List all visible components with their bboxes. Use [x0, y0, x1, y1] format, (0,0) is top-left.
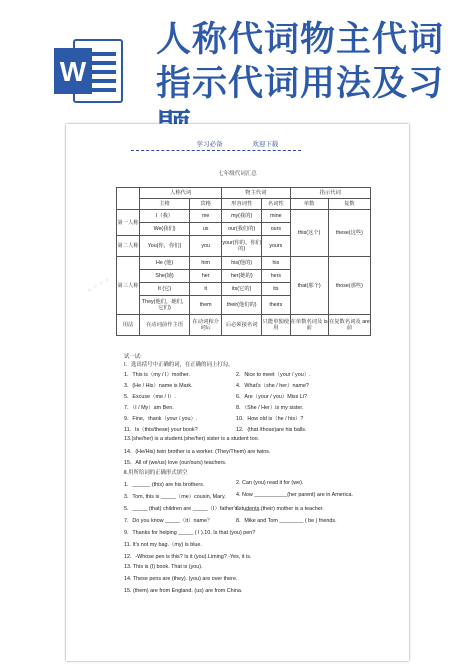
exercise-line: 2．Nice to meet（your / you）. [236, 372, 311, 378]
exercise-line: 13. This is (I) book. That is (you). [124, 564, 203, 570]
cell: They(他们，她们，它们) [140, 296, 190, 315]
exercise-line: 15. (them) are from England. (us) are from China. [124, 588, 243, 594]
row-label-usage: 用法 [117, 315, 140, 336]
cell: these(这些) [328, 210, 370, 257]
cell: 在动词和介词后 [190, 315, 222, 336]
subhead-plural: 复数 [328, 199, 370, 210]
exercise-line: 14．(He/His) twin brother is a worker. (They/Them) are twins. [124, 449, 271, 455]
row-label-third: 第三人称 [117, 257, 140, 315]
exercise-line: 11．Is（this/these) your book? [124, 427, 198, 433]
cell: your(你的，你们的) [222, 236, 262, 257]
exercise-line: 15．All of (we/us) love (our/ours) teachers. [124, 460, 227, 466]
cell: us [190, 223, 222, 236]
exercise-line: 6．_____ (their) mother is a teacher. [236, 506, 324, 512]
exercise-line: 试一试: [124, 354, 142, 360]
exercise-line: 4．What's（she / her）name? [236, 383, 309, 389]
exercise-line: 12．-Whose pen is this? Is it (you).Liming? -Yes, it is. [124, 554, 252, 560]
exercise-line: 9．Thanks for helping _____ ( I ).10. Is that (you) pen? [124, 530, 256, 536]
cell: He (他) [140, 257, 190, 270]
cell: its [262, 283, 290, 296]
header-right: 欢迎下载 [252, 141, 279, 148]
cell: We(我们) [140, 223, 190, 236]
cell: me [190, 210, 222, 223]
exercise-line: 8．Mike and Tom ________ ( be ) friends. [236, 518, 337, 524]
cell: 在动词前作主语 [140, 315, 190, 336]
exercise-line: 10．How old is（he / his）? [236, 416, 304, 422]
cell: 在复数名词及 are 前 [328, 315, 370, 336]
cell: ours [262, 223, 290, 236]
watermark: ···· [82, 268, 117, 302]
cell: She(她) [140, 270, 190, 283]
cell: it [190, 283, 222, 296]
cell: yours [262, 236, 290, 257]
document-header [66, 139, 409, 148]
exercise-line: Ⅰ．选出括号中正确的词，在正确的词上打勾。 [124, 362, 234, 368]
cell: his(他的) [222, 257, 262, 270]
cell: It (它) [140, 283, 190, 296]
cell: you [190, 236, 222, 257]
group-demonstrative: 指示代词 [290, 188, 370, 199]
exercise-line: 14. These pens are (they). (you) are over there. [124, 576, 238, 582]
exercise-line: 11. It's not my bag.（my) is blue. [124, 542, 202, 548]
exercise-line: 5．Excuse（me / I）. [124, 394, 176, 400]
group-personal: 人称代词 [140, 188, 222, 199]
table-corner [117, 188, 140, 210]
cell: that(那个) [290, 257, 328, 315]
title-line-1: 人称代词物主代词 [156, 20, 445, 60]
subhead-nominative: 主格 [140, 199, 190, 210]
exercise-line: 1．This is（my / I）mother. [124, 372, 190, 378]
cell: 后必须接名词 [222, 315, 262, 336]
exercise-line: 3．(He / His）name is Mark. [124, 383, 193, 389]
header-left: 学习必备 [196, 141, 223, 148]
cell: their(他们的) [222, 296, 262, 315]
title-line-2: 指示代词用法及习 [156, 64, 445, 104]
cell: his [262, 257, 290, 270]
subhead-singular: 单数 [290, 199, 328, 210]
cell: 只能单独使用 [262, 315, 290, 336]
word-document-icon [52, 34, 126, 108]
subhead-nominal: 名词性 [262, 199, 290, 210]
cell: I（我） [140, 210, 190, 223]
cell: my(我的) [222, 210, 262, 223]
document-preview [66, 124, 409, 661]
row-label-second: 第二人称 [117, 236, 140, 257]
exercise-line: Ⅱ.用所给词的正确形式填空 [124, 470, 188, 476]
cell: hers [262, 270, 290, 283]
subhead-objective: 宾格 [190, 199, 222, 210]
group-possessive: 物主代词 [222, 188, 290, 199]
exercise-line: 6．Are（your / you）Miss Li? [236, 394, 307, 400]
exercise-line: 5．_____ (that) children are _____（I）father's students. [124, 506, 261, 512]
subhead-adjectival: 形容词性 [222, 199, 262, 210]
exercise-line: 4. Now ___________(her parent) are in America. [236, 492, 353, 498]
table-caption: 七年级代词汇总 [218, 171, 257, 177]
exercise-line: 3．Tom, this is _____（me）cousin, Mary. [124, 494, 226, 500]
svg-text:W: W [59, 56, 87, 87]
cell: them [190, 296, 222, 315]
exercise-line: 8．（She / Her）is my sister. [236, 405, 304, 411]
cell: its(它的) [222, 283, 262, 296]
cell: You(你，你们) [140, 236, 190, 257]
cell: 在单数名词及 is 前 [290, 315, 328, 336]
cell: him [190, 257, 222, 270]
cell: theirs [262, 296, 290, 315]
exercise-line: 2. Can (you) read it for (we). [236, 480, 304, 486]
exercise-line: 7．（I / My）am Ben. [124, 405, 174, 411]
cell: mine [262, 210, 290, 223]
exercise-line: 13.(she/her) is a student.(she/her) sister is a student too. [124, 436, 260, 442]
cell: those(那些) [328, 257, 370, 315]
exercise-line: 12．(that /those)are his balls. [236, 427, 307, 433]
cell: her(她的) [222, 270, 262, 283]
exercise-line: 9．Fine，thank（your / you）. [124, 416, 198, 422]
cell: this(这个) [290, 210, 328, 257]
cell: her [190, 270, 222, 283]
pronoun-table [116, 187, 371, 336]
exercise-line: 1．______ (this) are his brothers. [124, 482, 205, 488]
header-divider [131, 150, 301, 151]
row-label-first: 第一人称 [117, 210, 140, 236]
exercise-line: 7．Do you know _____（it）name？ [124, 518, 213, 524]
cell: our(我们的) [222, 223, 262, 236]
